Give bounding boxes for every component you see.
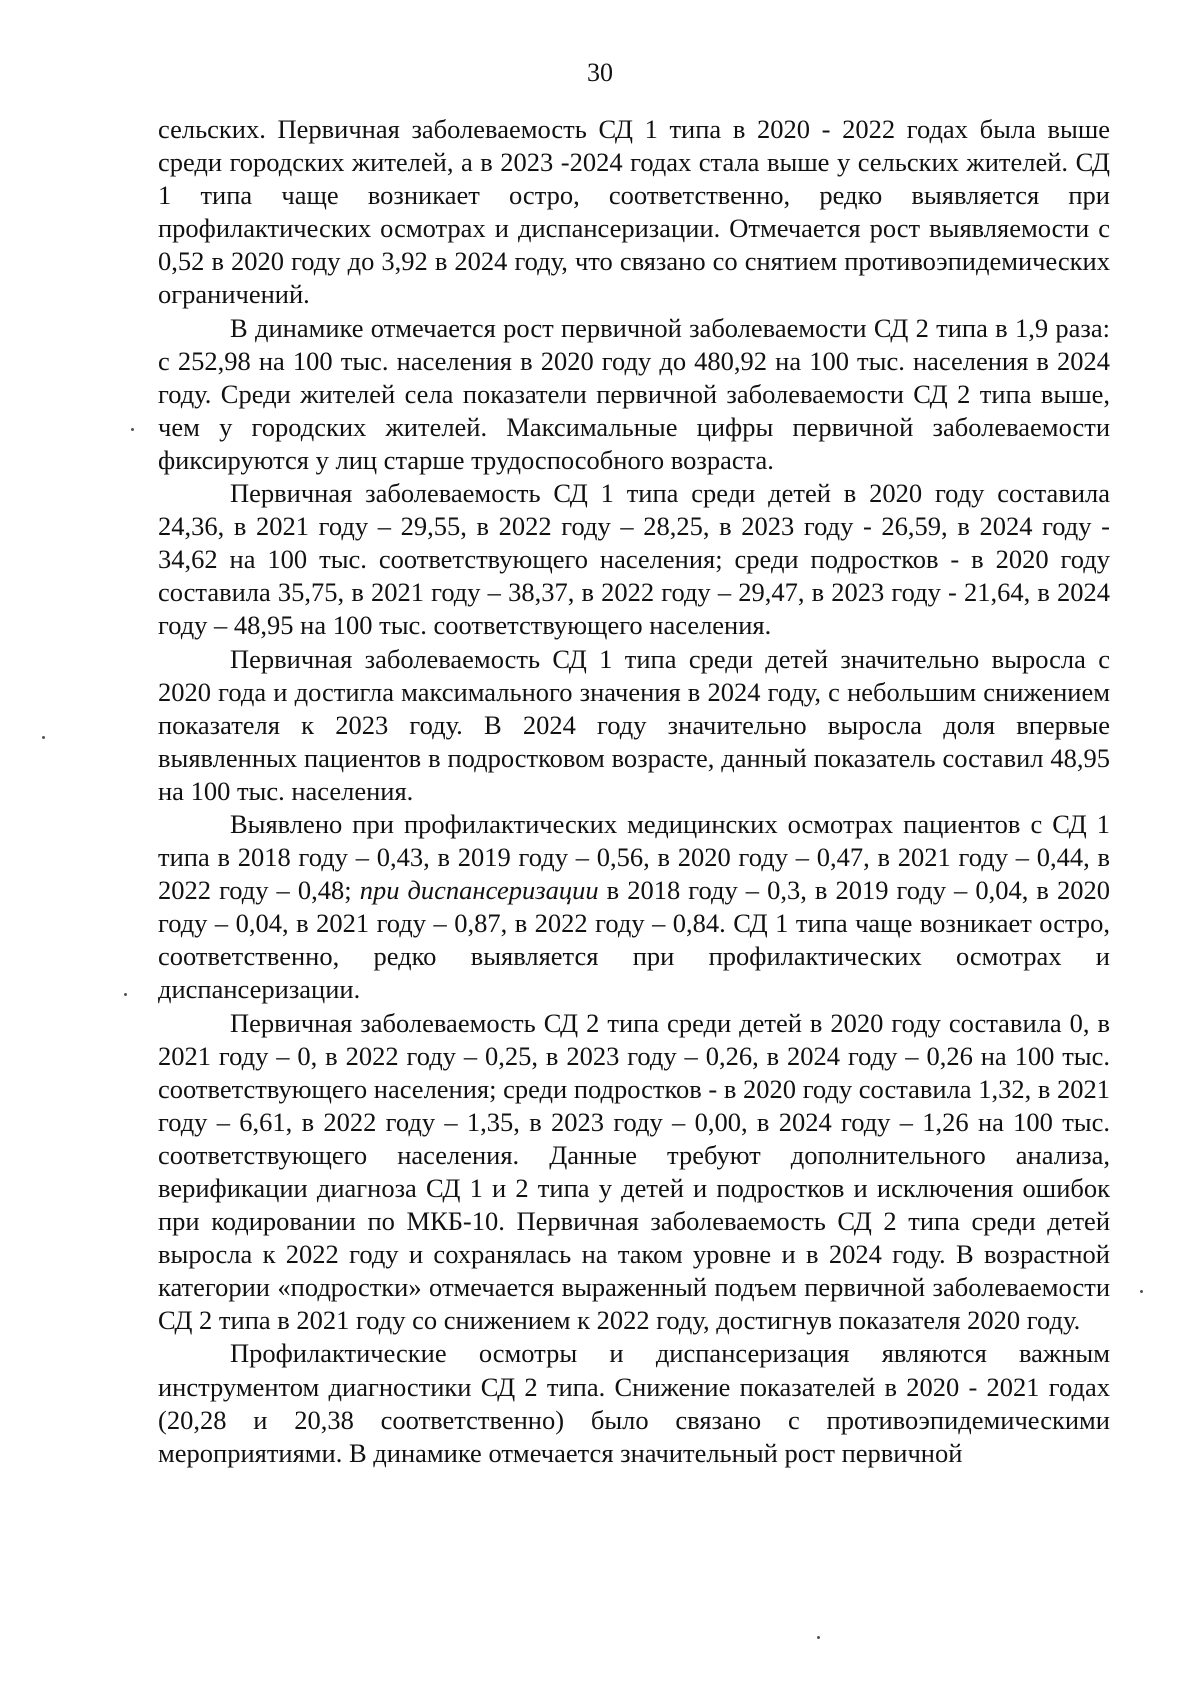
scan-speck	[42, 736, 45, 739]
paragraph-7: Профилактические осмотры и диспансеризация являются важным инструментом диагностики СД 2 типа. Снижение показателей в 2020 - 2021 годах (20,28 и 20,38 соответственно) было связано с противоэпидемическими мероприятиями. В динамике отмечается значительный рост первичной	[158, 1338, 1110, 1468]
paragraph-5-text-after: в 2018 году – 0,3, в 2019 году – 0,04, в 2020 году – 0,04, в 2021 году – 0,87, в 2022 году – 0,84. СД 1 типа чаще возникает остро, соответственно, редко выявляется при профилактических осмотрах и диспансеризации.	[158, 875, 1111, 1005]
paragraph-6: Первичная заболеваемость СД 2 типа среди детей в 2020 году составила 0, в 2021 году – 0, в 2022 году – 0,25, в 2023 году – 0,26, в 2024 году – 0,26 на 100 тыс. соответствующего населения; среди подростков - в 2020 году составила 1,32, в 2021 году – 6,61, в 2022 году – 1,35, в 2023 году – 0,00, в 2024 году – 1,26 на 100 тыс. соответствующего населения. Данные требуют дополнительного анализа, верификации диагноза СД 1 и 2 типа у детей и подростков и исключения ошибок при кодировании по МКБ-10. Первичная заболеваемость СД 2 типа среди детей выросла к 2022 году и сохранялась на таком уровне и в 2024 году. В возрастной категории «подростки» отмечается выраженный подъем первичной заболеваемости СД 2 типа в 2021 году со снижением к 2022 году, достигнув показателя 2020 году.	[158, 1007, 1110, 1336]
body-text	[158, 113, 1110, 1470]
paragraph-1: сельских. Первичная заболеваемость СД 1 типа в 2020 - 2022 годах была выше среди городских жителей, а в 2023 -2024 годах стала выше у сельских жителей. СД 1 типа чаще возникает остро, соответственно, редко выявляется при профилактических осмотрах и диспансеризации. Отмечается рост выявляемости с 0,52 в 2020 году до 3,92 в 2024 году, что связано со снятием противоэпидемических ограничений.	[158, 114, 1110, 310]
scan-speck	[131, 428, 134, 431]
paragraph-3: Первичная заболеваемость СД 1 типа среди детей в 2020 году составила 24,36, в 2021 году – 29,55, в 2022 году – 28,25, в 2023 году - 26,59, в 2024 году - 34,62 на 100 тыс. соответствующего населения; среди подростков - в 2020 году составила 35,75, в 2021 году – 38,37, в 2022 году – 29,47, в 2023 году - 21,64, в 2024 году – 48,95 на 100 тыс. соответствующего населения.	[158, 478, 1110, 641]
scan-speck	[1140, 1290, 1143, 1293]
page-number: 30	[587, 58, 613, 87]
paragraph-2: В динамике отмечается рост первичной заболеваемости СД 2 типа в 1,9 раза: с 252,98 на 100 тыс. населения в 2020 году до 480,92 на 100 тыс. населения в 2024 году. Среди жителей села показатели первичной заболеваемости СД 2 типа выше, чем у городских жителей. Максимальные цифры первичной заболеваемости фиксируются у лиц старше трудоспособного возраста.	[158, 312, 1110, 475]
paragraph-5	[158, 808, 1110, 1007]
paragraph-5-italic-phrase: при диспансеризации	[359, 875, 599, 906]
paragraph-4: Первичная заболеваемость СД 1 типа среди детей значительно выросла с 2020 года и достигла максимального значения в 2024 году, с небольшим снижением показателя к 2023 году. В 2024 году значительно выросла доля впервые выявленных пациентов в подростковом возрасте, данный показатель составил 48,95 на 100 тыс. населения.	[158, 643, 1110, 806]
paragraph-5-text-before: Выявлено при профилактических медицинских осмотрах пациентов с СД 1 типа в 2018 году – 0,43, в 2019 году – 0,56, в 2020 году – 0,47, в 2021 году – 0,44, в 2022 году – 0,48;	[158, 808, 1110, 906]
scan-speck	[817, 1636, 820, 1639]
scan-speck	[124, 993, 127, 996]
